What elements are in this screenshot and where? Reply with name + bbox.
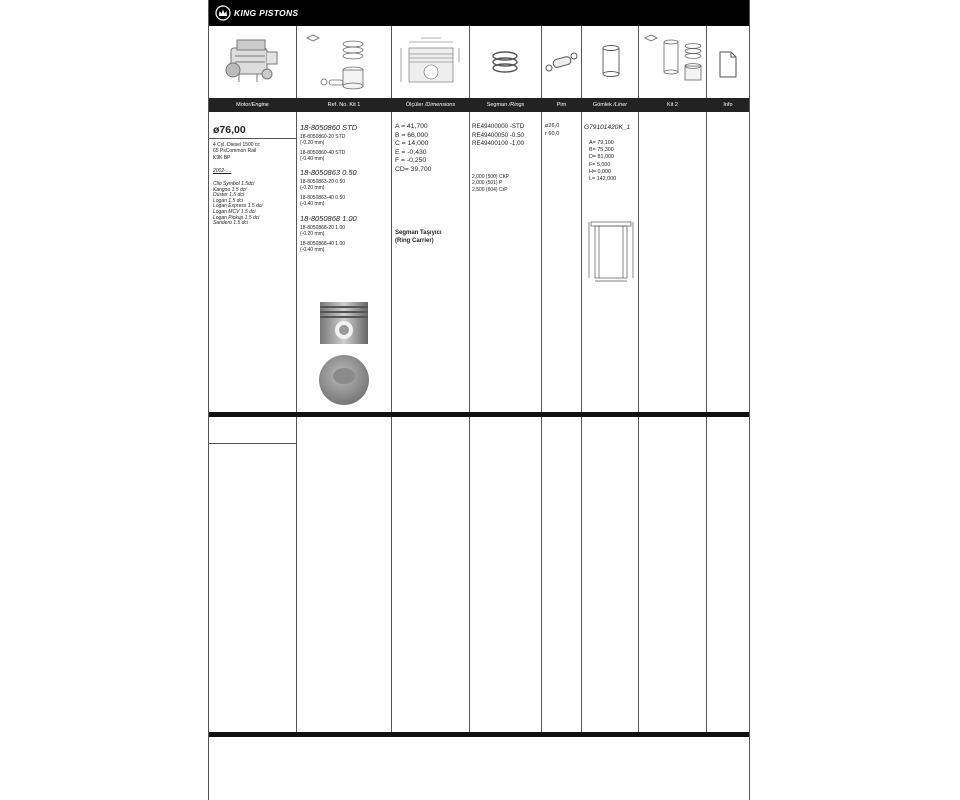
ring-spec: 2,000 (501) P <box>472 180 503 187</box>
dimension-value: E = -0,430 <box>395 148 427 156</box>
ref-sub: 18-8050868-40 1.00 <box>300 240 346 247</box>
ring-carrier-note: Segman Taşıyıcı (Ring Carrier) <box>395 230 442 244</box>
vehicle-model: Kangoo 1.5 dci <box>213 186 247 193</box>
ref-sub-note: (-0.40 mm) <box>300 247 325 254</box>
ring-spec: 2,000 (500) CKP <box>472 174 510 180</box>
header-pin: Pim <box>556 102 567 108</box>
pin-radius: r 60,0 <box>545 130 560 137</box>
ref-sub-note: (-0.40 mm) <box>300 156 325 163</box>
ref-sub-note: (-0.20 mm) <box>300 231 325 238</box>
ref-sub: 18-8050860-20 STD <box>300 134 346 140</box>
divider <box>209 138 296 139</box>
pin-specs <box>545 123 559 138</box>
dimensions-drawing <box>395 30 467 94</box>
ref-sub-note: (-0.20 mm) <box>300 185 325 192</box>
ring-code: RE49400100 -1.00 <box>472 140 524 148</box>
piston-kit-image <box>301 30 387 94</box>
dimension-value: CD= 39,700 <box>395 165 432 173</box>
ref-main: 18-8050868 1.00 <box>300 214 357 223</box>
liner-drawing <box>587 218 635 284</box>
vehicle-model: Clio Symbol 1.5dci <box>213 181 255 187</box>
ref-group-100 <box>300 214 357 254</box>
liner-spec: B= 75,300 <box>589 147 614 154</box>
ref-sub-note: (-0.20 mm) <box>300 140 325 147</box>
liner-specs <box>589 140 616 183</box>
liner-spec: A= 79,100 <box>589 140 614 146</box>
ref-sub: 18-8050863-20 0.50 <box>300 179 346 185</box>
ring-specs <box>472 174 509 193</box>
dimension-value: F = -0,250 <box>395 157 427 165</box>
section-separator <box>209 412 749 417</box>
liner-spec: D= 81,000 <box>589 154 615 161</box>
ref-sub: 18-8050860-40 STD <box>300 149 346 156</box>
ref-sub: 18-8050868-20 1.00 <box>300 225 346 231</box>
liner-spec: H= 0,000 <box>589 168 612 175</box>
header-rings: Segman /Rings <box>486 102 525 108</box>
header-dimensions: Ölçüler /Dimensions <box>405 102 456 108</box>
header-liner: Gömlek /Liner <box>592 102 628 108</box>
ref-sub-note: (-0.40 mm) <box>300 201 325 208</box>
ring-code: RE49400050 -0.50 <box>472 131 524 139</box>
dimension-value: C = 14,000 <box>395 140 429 148</box>
brand-name: KING PISTONS <box>234 8 299 18</box>
dimension-value: B = 66,000 <box>395 131 429 139</box>
vehicle-model: Logan Pickup 1.5 dci <box>213 214 260 221</box>
crown-logo-icon <box>215 5 231 21</box>
dimension-value: A = 41,700 <box>395 123 428 130</box>
vehicle-model: Logan 1.5 dci <box>213 197 244 204</box>
brand-bar <box>209 0 749 26</box>
bore-diameter: ø76,00 <box>213 124 246 136</box>
ref-main: 18-8050860 STD <box>300 123 358 132</box>
ring-code: RE49400000 -STD <box>472 123 525 130</box>
footer-area <box>209 737 749 800</box>
piston-photo <box>314 298 374 408</box>
ring-spec: 2,500 (604) CrP <box>472 186 508 193</box>
vehicle-model: Duster 1.5 dci <box>213 192 244 199</box>
pin-image <box>543 30 579 94</box>
header-motor: Motor/Engine <box>236 102 269 108</box>
pin-diameter: ø26,0 <box>545 123 560 129</box>
divider <box>209 443 296 444</box>
dimensions-list <box>395 123 431 175</box>
liner-image <box>589 30 633 94</box>
header-ref: Ref. No. Kit 1 <box>327 102 361 108</box>
engine-image <box>217 30 289 94</box>
document-icon <box>715 30 741 94</box>
header-kit2: Kit 2 <box>666 102 678 108</box>
ref-group-050 <box>300 168 357 208</box>
vehicle-model-list <box>213 182 262 227</box>
ring-codes <box>472 123 524 149</box>
rings-image <box>473 30 537 94</box>
ref-main: 18-8050863 0.50 <box>300 168 357 177</box>
header-info: Info <box>723 102 733 108</box>
liner-spec: F= 5,000 <box>589 161 611 168</box>
engine-description: 4 Cyl. Diesel 1500 cc 65 PsCommon Rail K9K BP <box>213 142 260 161</box>
production-years: 2002-.... <box>213 168 232 174</box>
catalog-sheet <box>208 0 750 800</box>
vehicle-model: Logan Express 1.5 dci <box>213 203 263 210</box>
vehicle-model: Logan MCV 1.5 dci <box>213 208 256 215</box>
vehicle-model: Sandero 1.5 dci <box>213 220 249 227</box>
ref-group-std <box>300 123 357 163</box>
liner-spec: L= 142,000 <box>589 176 617 183</box>
kit2-image <box>641 30 703 94</box>
liner-code: G79101420K_1 <box>584 124 631 131</box>
ref-sub: 18-8050863-40 0.50 <box>300 194 346 201</box>
brand-logo <box>215 5 298 21</box>
